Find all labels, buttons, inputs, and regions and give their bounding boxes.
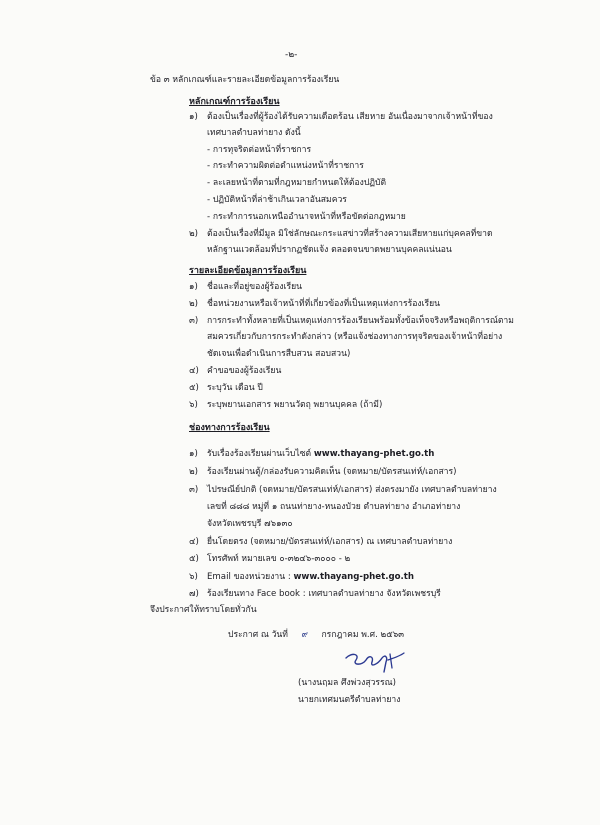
criteria-item-1-line-2: เทศบาลตำบลท่ายาง ดังนี้ [207,128,301,138]
details-item-5 [189,382,263,394]
details-item-3-line-2: สมควรเกี่ยวกับการกระทำดังกล่าว (หรือแจ้งช่องทางการทุจริตของเจ้าหน้าที่อย่าง [207,332,503,342]
details-item-text: คำขอของผู้ร้องเรียน [207,366,282,376]
criteria-item-1 [189,111,493,123]
criteria-sub-5: - กระทำการนอกเหนืออำนาจหน้าที่หรือขัดต่อกฎหมาย [207,212,406,222]
date-line [228,629,404,641]
list-number: ๑) [189,112,198,122]
page-number: -๒- [285,50,298,60]
details-item-6 [189,399,382,411]
list-number: ๑) [189,449,198,459]
details-item-1 [189,281,302,293]
criteria-sub-1: - การทุจริตต่อหน้าที่ราชการ [207,145,312,155]
channel-item-text: ร้องเรียนทาง Face book : เทศบาลตำบลท่ายาง จังหวัดเพชรบุรี [207,589,441,599]
details-item-text: ชื่อหน่วยงานหรือเจ้าหน้าที่ที่เกี่ยวข้องที่เป็นเหตุแห่งการร้องเรียน [207,299,441,309]
channel-item-text: ยื่นโดยตรง (จดหมาย/บัตรสนเท่ห์/เอกสาร) ณ เทศบาลตำบลท่ายาง [207,537,453,547]
list-number: ๖) [189,572,198,582]
list-number: ๕) [189,383,199,393]
criteria-heading: หลักเกณฑ์การร้องเรียน [189,97,280,107]
website-link[interactable]: www.thayang-phet.go.th [313,449,435,459]
channel-item-6 [189,571,414,583]
list-number: ๔) [189,537,199,547]
details-item-2 [189,298,440,310]
channel-item-7 [189,588,441,600]
list-number: ๗) [189,589,199,599]
signer-title: นายกเทศมนตรีตำบลท่ายาง [298,695,401,705]
list-number: ๒) [189,299,199,309]
list-number: ๕) [189,554,199,564]
criteria-item-2-line-2: หลักฐานแวดล้อมที่ปรากฏชัดแจ้ง ตลอดจนขาดพยานบุคคลแน่นอน [207,245,452,255]
signature-image [342,648,416,676]
criteria-item-2 [189,228,493,240]
list-number: ๒) [189,229,199,239]
list-number: ๔) [189,366,199,376]
channel-item-text: ร้องเรียนผ่านตู้/กล่องรับความคิดเห็น (จดหมาย/บัตรสนเท่ห์/เอกสาร) [207,467,457,477]
channel-item-4 [189,536,452,548]
list-number: ๓) [189,485,199,495]
date-day: ๙ [301,630,308,640]
details-heading: รายละเอียดข้อมูลการร้องเรียน [189,266,307,276]
date-prefix: ประกาศ ณ วันที่ [228,630,288,640]
criteria-sub-2: - กระทำความผิดต่อตำแหน่งหน้าที่ราชการ [207,161,364,171]
criteria-item-1-line-1: ต้องเป็นเรื่องที่ผู้ร้องได้รับความเดือดร้อน เสียหาย อันเนื่องมาจากเจ้าหน้าที่ของ [207,112,493,122]
list-number: ๑) [189,282,198,292]
channel-item-3 [189,484,497,496]
channel-item-2 [189,466,456,478]
channel-item-3-line-2: เลขที่ ๘๘๘ หมู่ที่ ๑ ถนนท่ายาง-หนองบัวย ตำบลท่ายาง อำเภอท่ายาง [207,502,461,512]
channel-item-text: ไปรษณีย์ปกติ (จดหมาย/บัตรสนเท่ห์/เอกสาร) ส่งตรงมายัง เทศบาลตำบลท่ายาง [207,485,497,495]
list-number: ๖) [189,400,198,410]
date-month-year: กรกฎาคม พ.ศ. ๒๕๖๓ [321,630,405,640]
channel-item-1 [189,448,434,460]
list-number: ๓) [189,316,199,326]
details-item-text: ระบุวัน เดือน ปี [207,383,263,393]
email-link[interactable]: www.thayang-phet.go.th [293,572,415,582]
details-item-3-line-3: ชัดเจนเพื่อดำเนินการสืบสวน สอบสวน) [207,349,351,359]
channels-heading: ช่องทางการร้องเรียน [189,423,270,433]
channel-item-text: Email ของหน่วยงาน : [207,572,294,582]
announcement-text: จึงประกาศให้ทราบโดยทั่วกัน [150,605,257,615]
channel-item-text: โทรศัพท์ หมายเลข ๐-๓๒๔๖-๓๐๐๐ - ๒ [207,554,351,564]
channel-item-text: รับเรื่องร้องเรียนผ่านเว็บไซต์ [207,449,314,459]
list-number: ๒) [189,467,199,477]
details-item-text: ชื่อและที่อยู่ของผู้ร้องเรียน [207,282,302,292]
details-item-3 [189,315,514,327]
details-item-text: การกระทำทั้งหลายที่เป็นเหตุแห่งการร้องเรียนพร้อมทั้งข้อเท็จจริงหรือพฤติการณ์ตาม [207,316,514,326]
details-item-4 [189,365,281,377]
criteria-sub-4: - ปฏิบัติหน้าที่ล่าช้าเกินเวลาอันสมควร [207,195,347,205]
details-item-text: ระบุพยานเอกสาร พยานวัตถุ พยานบุคคล (ถ้ามี) [207,400,383,410]
section-title: ข้อ ๓ หลักเกณฑ์และรายละเอียดข้อมูลการร้องเรียน [150,75,340,85]
channel-item-5 [189,553,350,565]
criteria-sub-3: - ละเลยหน้าที่ตามที่กฎหมายกำหนดให้ต้องปฏิบัติ [207,178,387,188]
channel-item-3-line-3: จังหวัดเพชรบุรี ๗๖๑๓๐ [207,519,293,529]
signer-name: (นางนฤมล ศึงพ่วงสุวรรณ) [298,678,396,688]
criteria-item-2-line-1: ต้องเป็นเรื่องที่มีมูล มิใช่ลักษณะกระแสข่าวที่สร้างความเสียหายแก่บุคคลที่ขาด [207,229,493,239]
